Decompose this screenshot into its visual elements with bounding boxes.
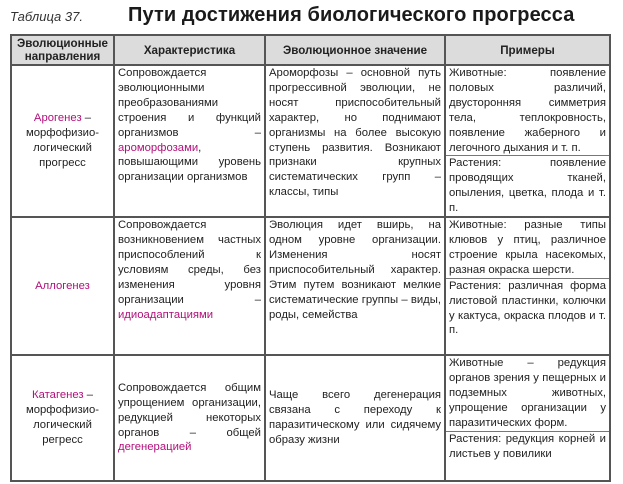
direction-description: – морфофизио-логический регресс (25, 389, 100, 446)
header-characteristic: Характеристика (114, 35, 265, 65)
significance-cell: Чаще всего дегенерация связана с переходу к паразитическому или сидячему образу жизни (265, 355, 445, 481)
examples-animals: Животные: разные типы клювов у птиц, различное строение крыла насекомых, разная окраска шерсти. (449, 219, 606, 276)
characteristic-cell (114, 217, 265, 355)
direction-name: Арогенез (33, 112, 82, 125)
characteristic-text: Сопровождается возникновением частных приспособлений к условиям среды, без изменения уровня организации – (118, 219, 261, 306)
table-row (11, 65, 610, 217)
examples-cell (445, 217, 610, 355)
examples-plants: Растения: появление проводящих тканей, опыления, цветка, плода и т. п. (446, 155, 609, 216)
direction-name: Катагенез (32, 389, 84, 402)
header-significance: Эволюционное значение (265, 35, 445, 65)
table-caption: Таблица 37. (10, 9, 83, 24)
characteristic-term: ароморфозами (118, 141, 199, 154)
significance-cell: Ароморфозы – основной путь прогрессивной эволюции, не носят приспособительный характер, но поднимают организмы на более высокую ступень развития. Возникают признаки крупных систематических групп – классы, типы (265, 65, 445, 217)
characteristic-text: Сопровождается эволюционными преобразованиями строения и функций организмов – (118, 67, 261, 139)
direction-cell (11, 355, 114, 481)
direction-cell (11, 217, 114, 355)
characteristic-term: идиоадаптациями (118, 308, 214, 321)
direction-name: Аллогенез (35, 279, 90, 292)
characteristic-text-after: , повышающими уровень организации организмов (118, 141, 261, 184)
characteristic-term: дегенерацией (118, 441, 192, 454)
characteristic-cell (114, 65, 265, 217)
examples-cell (445, 355, 610, 481)
direction-description: – морфофизио-логический прогресс (25, 112, 100, 169)
page-title: Пути достижения биологического прогресса (128, 4, 575, 26)
examples-plants: Растения: различная форма листовой пластинки, колючки у кактуса, окраска плодов и т. п. (446, 278, 609, 339)
examples-plants: Растения: редукция корней и листьев у повилики (446, 431, 609, 462)
header-examples: Примеры (445, 35, 610, 65)
significance-cell: Эволюция идет вширь, на одном уровне организации. Изменения носят приспособительный характер. Этим путем возникают мелкие систематические группы – виды, роды, семейства (265, 217, 445, 355)
table-heading (0, 0, 623, 34)
examples-animals: Животные: появление половых различий, двусторонняя симметрия тела, теплокровность, появление жаберного и легочного дыхания и т. п. (449, 67, 606, 154)
table-header-row (11, 35, 610, 65)
header-directions: Эволюционные направления (11, 35, 114, 65)
table-row (11, 217, 610, 355)
characteristic-cell (114, 355, 265, 481)
examples-cell (445, 65, 610, 217)
table-row (11, 355, 610, 481)
characteristic-text: Сопровождается общим упрощением организации, редукцией некоторых органов – общей (118, 381, 261, 439)
evolution-table (10, 34, 611, 482)
examples-animals: Животные – редукция органов зрения у пещерных и подземных животных, упрощение организации у паразитических форм. (449, 357, 606, 429)
direction-cell (11, 65, 114, 217)
